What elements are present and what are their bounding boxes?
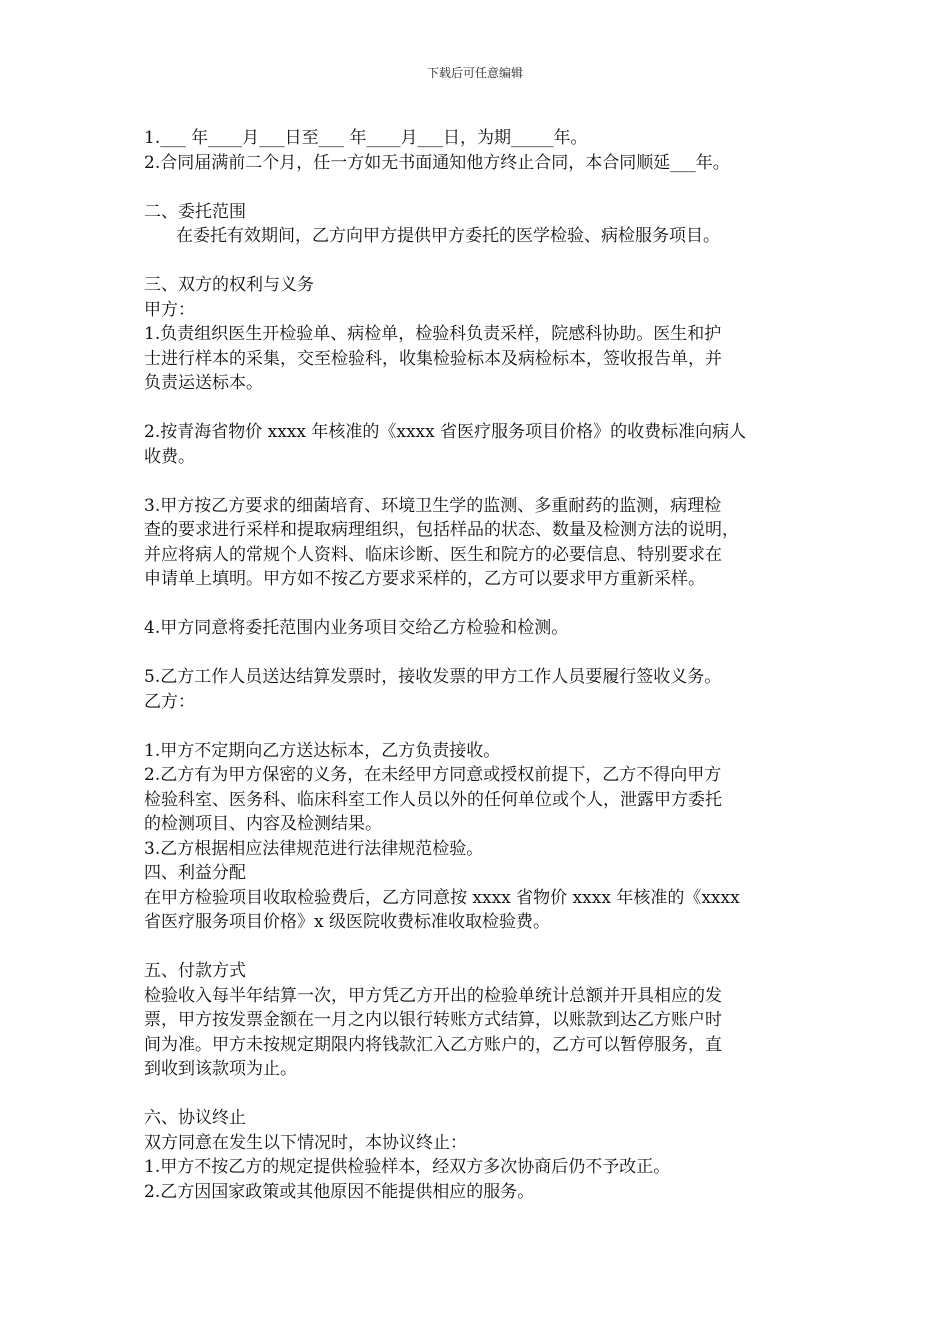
party-b-item-1: 1.甲方不定期向乙方送达标本，乙方负责接收。 bbox=[144, 740, 501, 761]
header-note: 下载后可任意编辑 bbox=[426, 66, 523, 80]
document-body bbox=[144, 126, 824, 1204]
termination-item-2: 2.乙方因国家政策或其他原因不能提供相应的服务。 bbox=[144, 1181, 535, 1202]
party-a-item-3: 3.甲方按乙方要求的细菌培育、环境卫生学的监测、多重耐药的监测，病理检 bbox=[144, 495, 722, 516]
party-a-item-1: 1.负责组织医生开检验单、病检单，检验科负责采样，院感科协助。医生和护 bbox=[144, 324, 722, 344]
party-a-item-3: 申请单上填明。甲方如不按乙方要求采样的，乙方可以要求甲方重新采样。 bbox=[144, 569, 705, 589]
section-heading-scope: 二、委托范围 bbox=[144, 201, 246, 222]
party-a-item-2: 收费。 bbox=[144, 446, 195, 467]
party-a-item-5: 5.乙方工作人员送达结算发票时，接收发票的甲方工作人员要履行签收义务。 bbox=[144, 667, 722, 687]
profit-text: 在甲方检验项目收取检验费后，乙方同意按 xxxx 省物价 xxxx 年核准的《xxxx bbox=[144, 887, 740, 908]
payment-text: 到收到该款项为止。 bbox=[144, 1059, 297, 1079]
term-line-2: 2.合同届满前二个月，任一方如无书面通知他方终止合同，本合同顺延___年。 bbox=[144, 152, 730, 173]
termination-intro: 双方同意在发生以下情况时，本协议终止： bbox=[144, 1132, 467, 1153]
party-b-item-3: 3.乙方根据相应法律规范进行法律规范检验。 bbox=[144, 838, 484, 859]
section-heading-rights: 三、双方的权利与义务 bbox=[144, 275, 314, 295]
party-a-item-1: 士进行样本的采集，交至检验科，收集检验标本及病检标本，签收报告单，并 bbox=[144, 348, 722, 369]
party-b-item-2: 2.乙方有为甲方保密的义务，在未经甲方同意或授权前提下，乙方不得向甲方 bbox=[144, 765, 722, 785]
party-a-item-3: 查的要求进行采样和提取病理组织，包括样品的状态、数量及检测方法的说明， bbox=[144, 520, 739, 540]
payment-text: 检验收入每半年结算一次，甲方凭乙方开出的检验单统计总额并开具相应的发 bbox=[144, 985, 722, 1006]
section-heading-profit: 四、利益分配 bbox=[144, 863, 246, 883]
party-b-item-2: 的检测项目、内容及检测结果。 bbox=[144, 814, 382, 834]
party-a-label: 甲方： bbox=[144, 299, 195, 320]
party-a-item-1: 负责运送标本。 bbox=[144, 373, 263, 393]
term-line-1: 1.___ 年____月___日至___ 年____月___日，为期_____年。 bbox=[144, 128, 588, 148]
termination-item-1: 1.甲方不按乙方的规定提供检验样本，经双方多次协商后仍不予改正。 bbox=[144, 1157, 671, 1177]
section-heading-termination: 六、协议终止 bbox=[144, 1108, 246, 1128]
party-b-label: 乙方： bbox=[144, 691, 195, 712]
party-b-item-2: 检验科室、医务科、临床科室工作人员以外的任何单位或个人，泄露甲方委托 bbox=[144, 789, 722, 810]
party-a-item-4: 4.甲方同意将委托范围内业务项目交给乙方检验和检测。 bbox=[144, 618, 569, 638]
section-heading-payment: 五、付款方式 bbox=[144, 961, 246, 981]
party-a-item-2: 2.按青海省物价 xxxx 年核准的《xxxx 省医疗服务项目价格》的收费标准向病人 bbox=[144, 422, 747, 442]
payment-text: 票，甲方按发票金额在一月之内以银行转账方式结算，以账款到达乙方账户时 bbox=[144, 1010, 722, 1030]
profit-text: 省医疗服务项目价格》x 级医院收费标准收取检验费。 bbox=[144, 912, 550, 932]
payment-text: 间为准。甲方未按规定期限内将钱款汇入乙方账户的，乙方可以暂停服务，直 bbox=[144, 1034, 722, 1055]
scope-text: 在委托有效期间，乙方向甲方提供甲方委托的医学检验、病检服务项目。 bbox=[176, 226, 720, 246]
party-a-item-3: 并应将病人的常规个人资料、临床诊断、医生和院方的必要信息、特别要求在 bbox=[144, 544, 722, 565]
